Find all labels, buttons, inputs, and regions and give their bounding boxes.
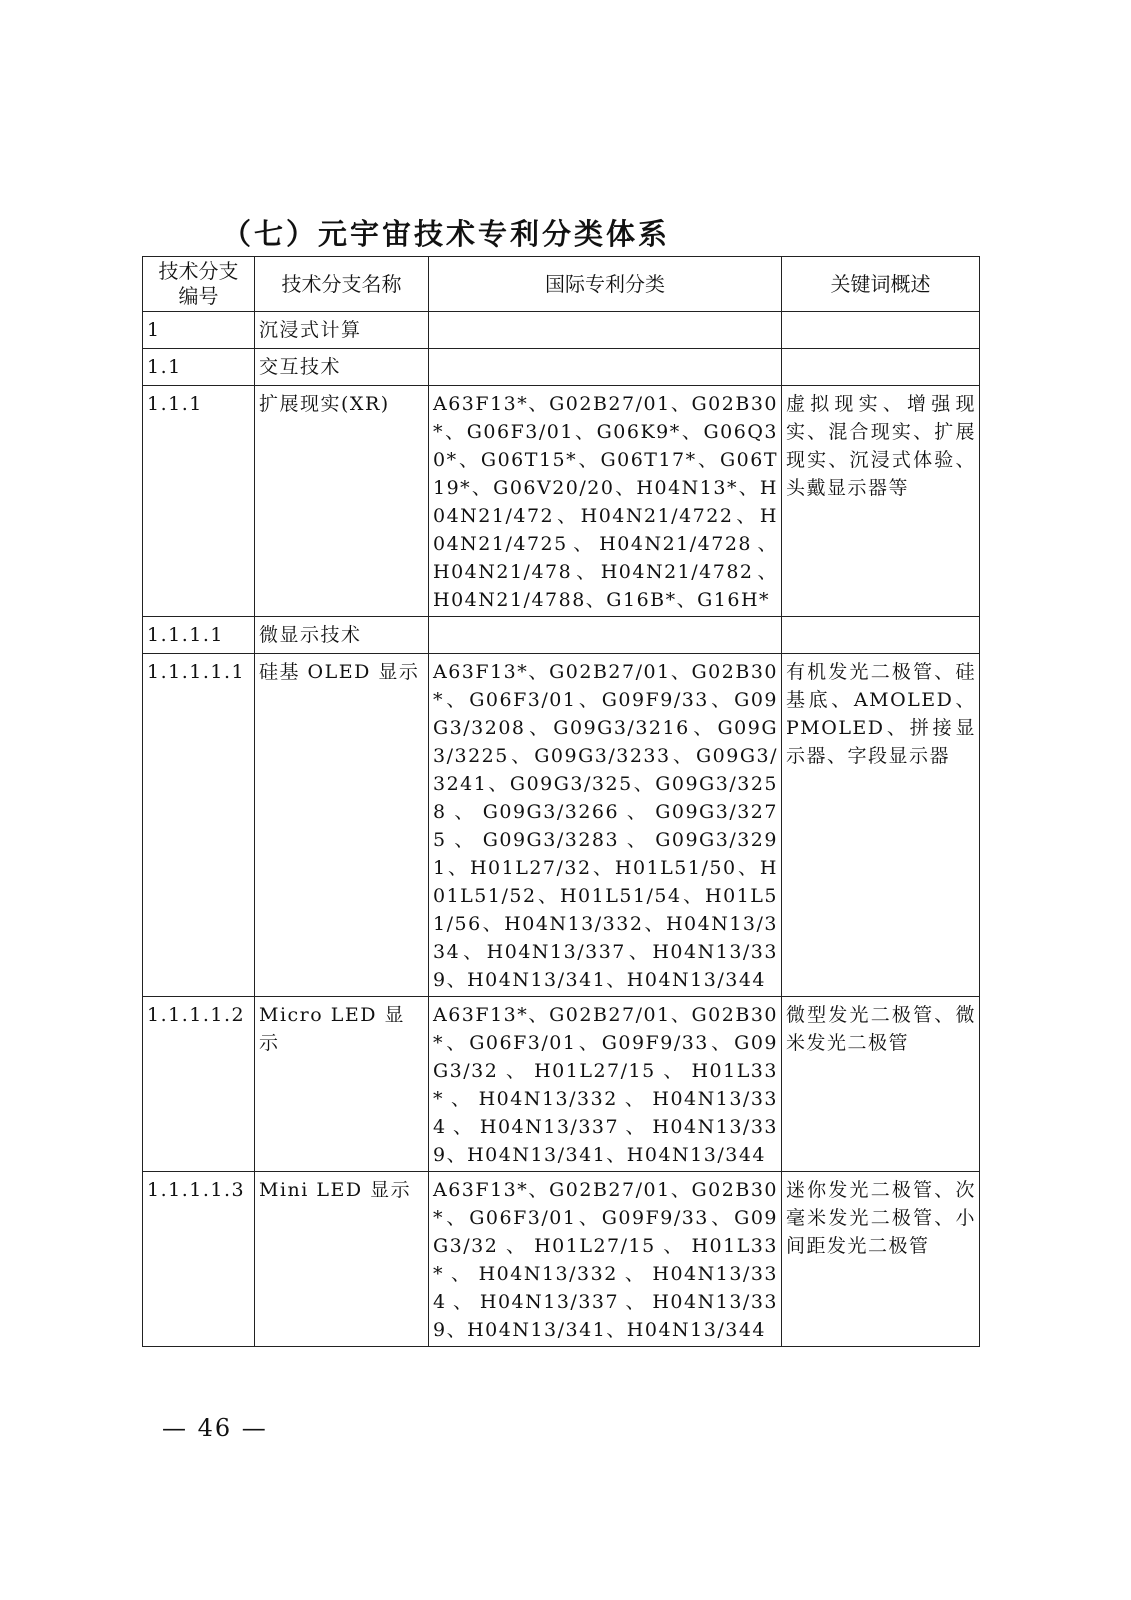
header-ipc: 国际专利分类 bbox=[429, 257, 782, 312]
branch-name: 扩展现实(XR) bbox=[255, 386, 429, 617]
header-branch-code-line2: 编号 bbox=[178, 284, 219, 308]
section-title: （七）元宇宙技术专利分类体系 bbox=[222, 217, 671, 251]
branch-code: 1.1.1.1.2 bbox=[143, 997, 255, 1172]
table-row bbox=[143, 617, 980, 654]
page-number: — 46 — bbox=[162, 1414, 268, 1442]
header-keywords: 关键词概述 bbox=[782, 257, 980, 312]
keywords bbox=[782, 617, 980, 654]
table-row bbox=[143, 654, 980, 997]
ipc-codes: A63F13*、G02B27/01、G02B30*、G06F3/01、G06K9*、G06Q30*、G06T15*、G06T17*、G06T19*、G06V20/20、H04N13*、H04N21/472、H04N21/4722、H04N21/4725、H04N21/4728、H04N21/478、H04N21/4782、H04N21/4788、G16B*、G16H* bbox=[429, 386, 782, 617]
keywords: 迷你发光二极管、次毫米发光二极管、小间距发光二极管 bbox=[782, 1172, 980, 1347]
branch-code: 1.1.1 bbox=[143, 386, 255, 617]
ipc-codes bbox=[429, 312, 782, 349]
branch-name: 微显示技术 bbox=[255, 617, 429, 654]
header-branch-code-line1: 技术分支 bbox=[158, 259, 239, 283]
table-row bbox=[143, 997, 980, 1172]
branch-name: 沉浸式计算 bbox=[255, 312, 429, 349]
ipc-codes: A63F13*、G02B27/01、G02B30*、G06F3/01、G09F9/33、G09G3/3208、G09G3/3216、G09G3/3225、G09G3/3233、G09G3/3241、G09G3/325、G09G3/3258、G09G3/3266、G09G3/3275、G09G3/3283、G09G3/3291、H01L27/32、H01L51/50、H01L51/52、H01L51/54、H01L51/56、H04N13/332、H04N13/334、H04N13/337、H04N13/339、H04N13/341、H04N13/344 bbox=[429, 654, 782, 997]
branch-code: 1 bbox=[143, 312, 255, 349]
table-row bbox=[143, 386, 980, 617]
keywords: 有机发光二极管、硅基底、AMOLED、PMOLED、拼接显示器、字段显示器 bbox=[782, 654, 980, 997]
branch-name: 硅基 OLED 显示 bbox=[255, 654, 429, 997]
branch-name: 交互技术 bbox=[255, 349, 429, 386]
ipc-codes: A63F13*、G02B27/01、G02B30*、G06F3/01、G09F9/33、G09G3/32、H01L27/15、H01L33*、H04N13/332、H04N13/334、H04N13/337、H04N13/339、H04N13/341、H04N13/344 bbox=[429, 1172, 782, 1347]
ipc-codes bbox=[429, 617, 782, 654]
header-branch-name: 技术分支名称 bbox=[255, 257, 429, 312]
table-header-row bbox=[143, 257, 980, 312]
keywords: 微型发光二极管、微米发光二极管 bbox=[782, 997, 980, 1172]
ipc-codes bbox=[429, 349, 782, 386]
ipc-codes: A63F13*、G02B27/01、G02B30*、G06F3/01、G09F9/33、G09G3/32、H01L27/15、H01L33*、H04N13/332、H04N13/334、H04N13/337、H04N13/339、H04N13/341、H04N13/344 bbox=[429, 997, 782, 1172]
branch-code: 1.1.1.1 bbox=[143, 617, 255, 654]
branch-name: Mini LED 显示 bbox=[255, 1172, 429, 1347]
table-row bbox=[143, 349, 980, 386]
keywords bbox=[782, 349, 980, 386]
keywords bbox=[782, 312, 980, 349]
keywords: 虚拟现实、增强现实、混合现实、扩展现实、沉浸式体验、头戴显示器等 bbox=[782, 386, 980, 617]
patent-classification-table bbox=[142, 256, 980, 1347]
branch-code: 1.1.1.1.1 bbox=[143, 654, 255, 997]
table-row bbox=[143, 312, 980, 349]
branch-code: 1.1 bbox=[143, 349, 255, 386]
header-branch-code bbox=[143, 257, 255, 312]
branch-code: 1.1.1.1.3 bbox=[143, 1172, 255, 1347]
table-row bbox=[143, 1172, 980, 1347]
branch-name: Micro LED 显示 bbox=[255, 997, 429, 1172]
